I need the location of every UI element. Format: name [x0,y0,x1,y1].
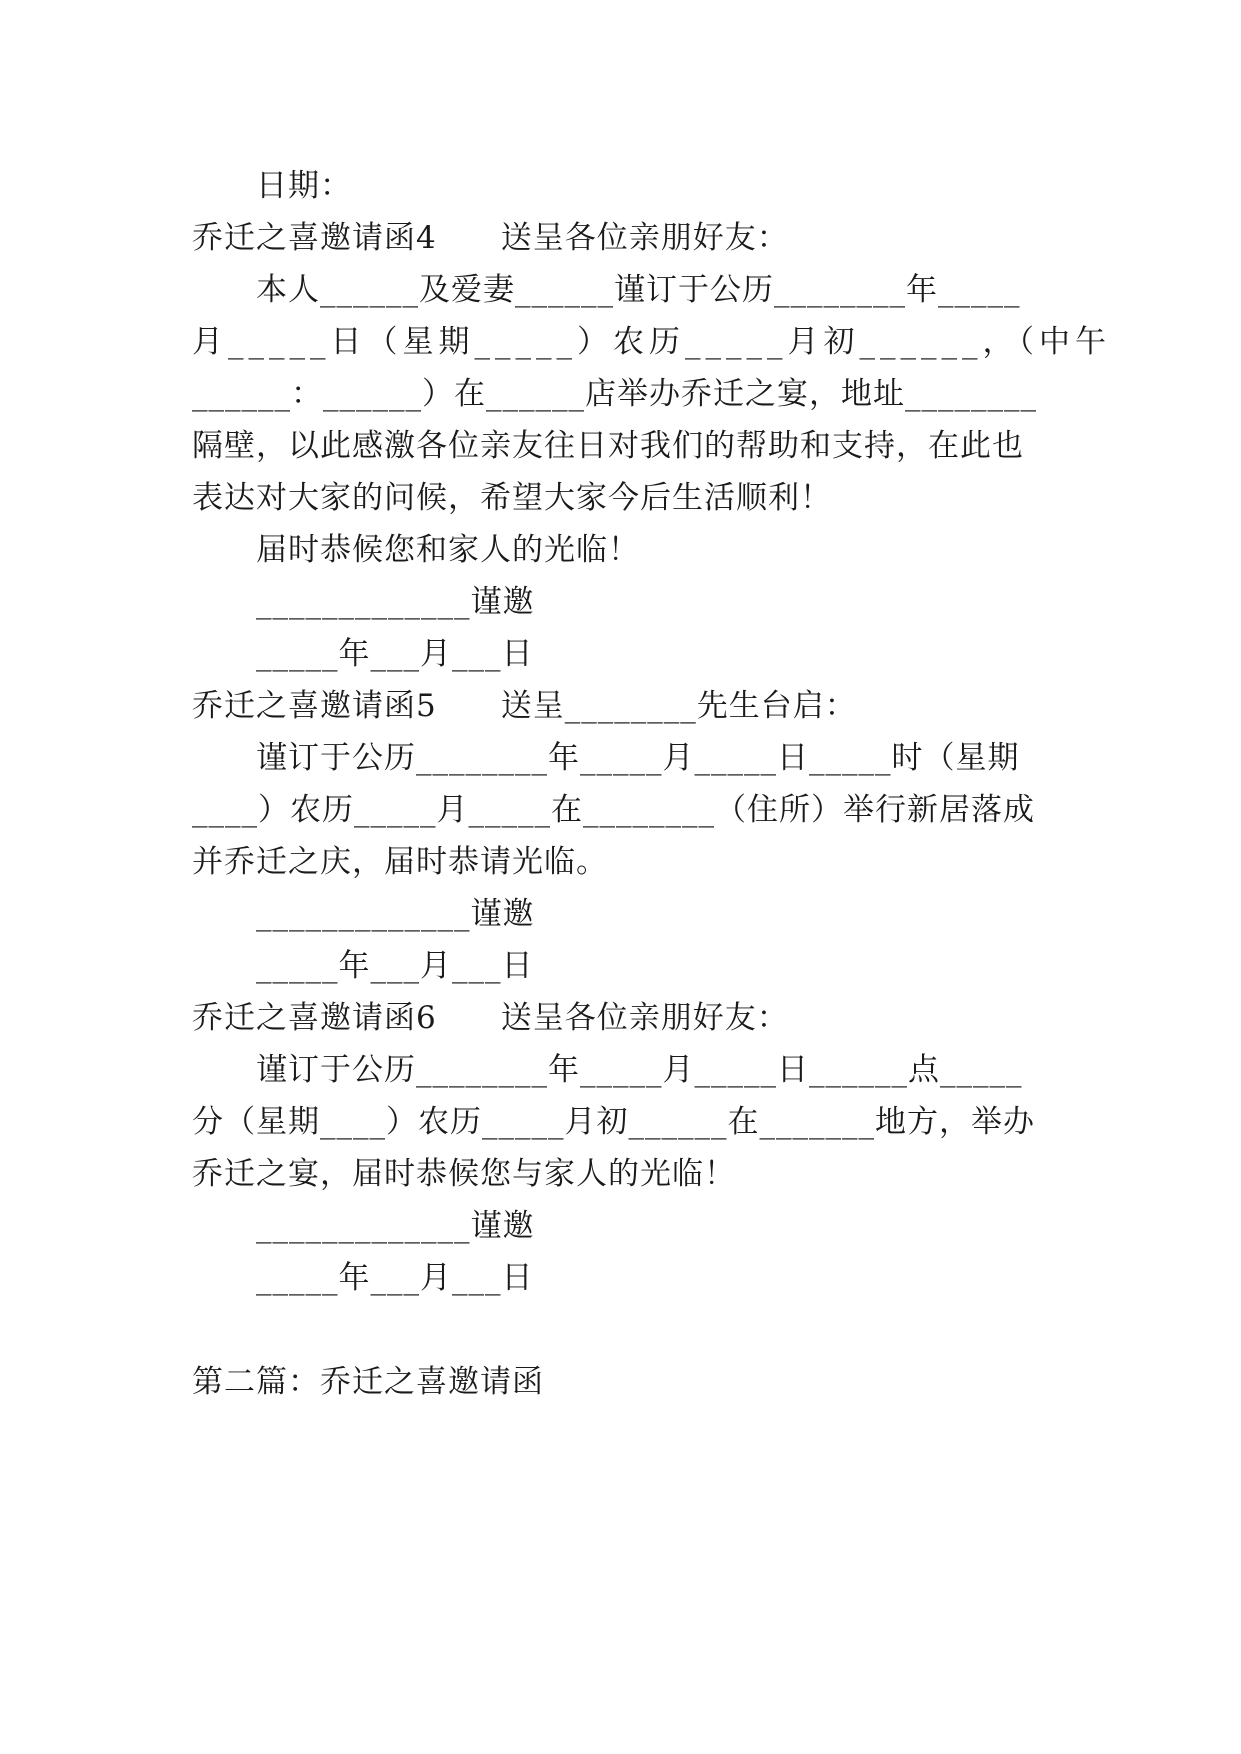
section-heading: 第二篇：乔迁之喜邀请函 [192,1364,544,1400]
invitation-6-heading: 乔迁之喜邀请函6 送呈各位亲朋好友： [192,1000,789,1036]
invitation-4-heading: 乔迁之喜邀请函4 送呈各位亲朋好友： [192,220,789,256]
invitation-4-closing: 届时恭候您和家人的光临！ [256,532,640,568]
invitation-5-body-line: 并乔迁之庆，届时恭请光临。 [192,844,608,880]
invitation-5-body-line: ____）农历_____月_____在________（住所）举行新居落成 [192,792,1035,828]
invitation-6-date: _____年___月___日 [256,1260,534,1296]
invitation-4-date: _____年___月___日 [256,636,534,672]
invitation-5-body-line: 谨订于公历________年_____月_____日_____时（星期 [256,740,1020,776]
invitation-5-date: _____年___月___日 [256,948,534,984]
invitation-4-body-line: ______：______）在______店举办乔迁之宴，地址________ [192,376,1037,412]
invitation-6-signature: _____________谨邀 [256,1208,535,1244]
invitation-4-signature: _____________谨邀 [256,584,535,620]
invitation-4-body-line: 隔壁，以此感激各位亲友往日对我们的帮助和支持，在此也 [192,428,1024,464]
invitation-6-body-line: 乔迁之宴，届时恭候您与家人的光临！ [192,1156,736,1192]
invitation-6-body-line: 分（星期____）农历_____月初______在_______地方，举办 [192,1104,1035,1140]
invitation-4-body-line: 本人______及爱妻______谨订于公历________年_____ [256,272,1021,308]
date-line: 日期： [256,168,352,204]
invitation-4-body-line: 表达对大家的问候，希望大家今后生活顺利！ [192,480,832,516]
invitation-5-signature: _____________谨邀 [256,896,535,932]
invitation-6-body-line: 谨订于公历________年_____月_____日______点_____ [256,1052,1023,1088]
invitation-5-heading: 乔迁之喜邀请函5 送呈________先生台启： [192,688,857,724]
invitation-4-body-line: 月_____日（星期_____）农历_____月初______，（中午 [192,324,1111,360]
